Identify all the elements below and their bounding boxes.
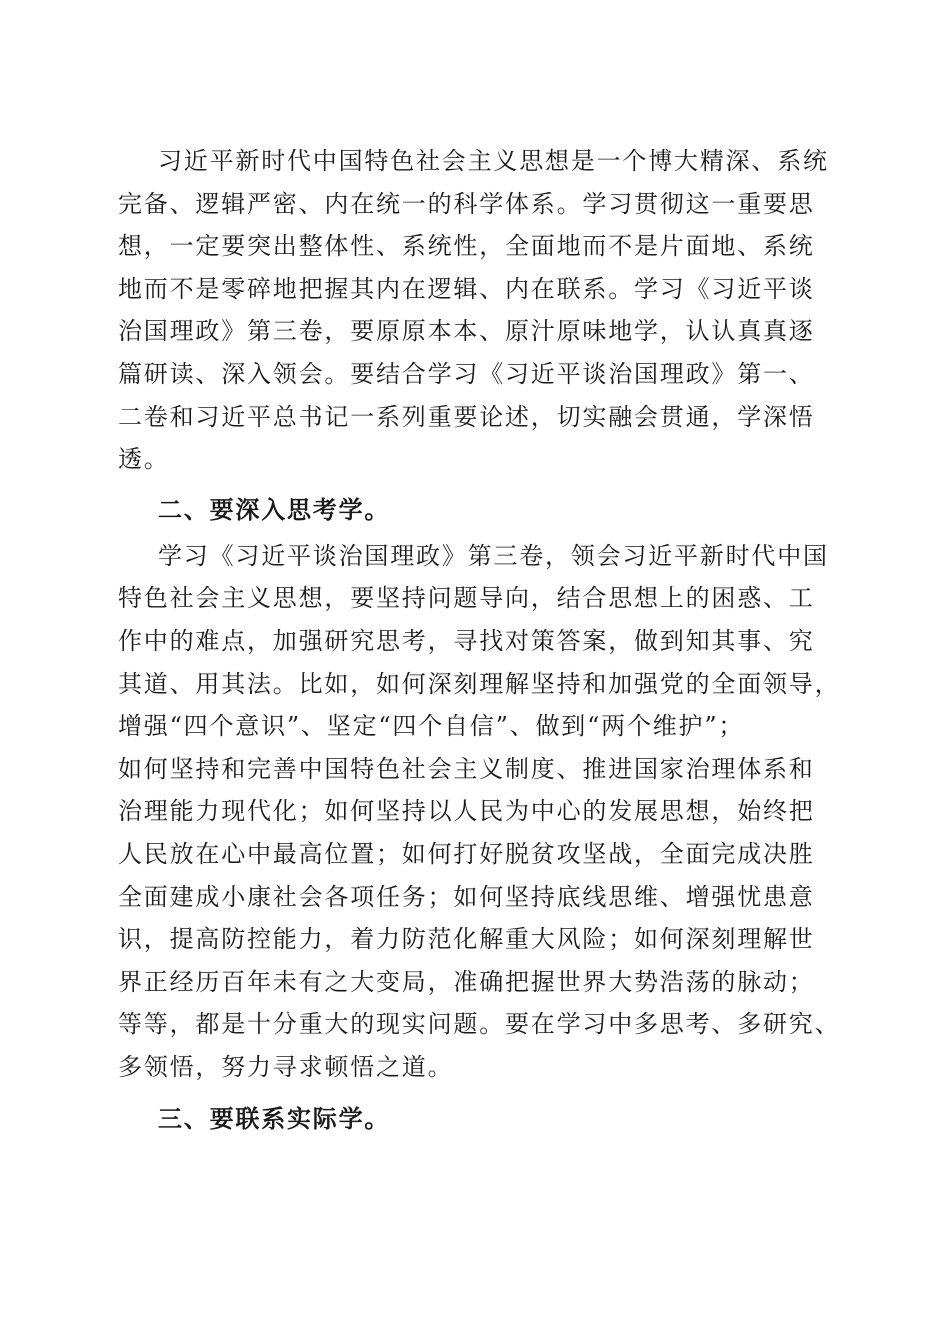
paragraph-line: 想，一定要突出整体性、系统性，全面地而不是片面地、系统 (118, 232, 815, 261)
paragraph-line: 作中的难点，加强研究思考，寻找对策答案，做到知其事、究 (118, 626, 815, 655)
paragraph-line: 界正经历百年未有之大变局，准确把握世界大势浩荡的脉动； (118, 967, 815, 996)
paragraph-line: 透。 (118, 445, 170, 474)
document-body (118, 140, 841, 1144)
section-heading-3: 三、要联系实际学。 (158, 1104, 391, 1134)
paragraph-line: 识，提高防控能力，着力防范化解重大风险；如何深刻理解世 (118, 925, 815, 954)
paragraph-line: 地而不是零碎地把握其内在逻辑、内在联系。学习《习近平谈 (118, 274, 815, 303)
paragraph-line: 如何坚持和完善中国特色社会主义制度、推进国家治理体系和 (118, 754, 815, 783)
paragraph-line: 其道、用其法。比如，如何深刻理解坚持和加强党的全面领导， (118, 669, 841, 698)
paragraph-line: 篇研读、深入领会。要结合学习《习近平谈治国理政》第一、 (118, 359, 815, 388)
paragraph-line: 二卷和习近平总书记一系列重要论述，切实融会贯通，学深悟 (118, 402, 815, 431)
paragraph-line: 增强“四个意识”、坚定“四个自信”、做到“两个维护”； (118, 712, 745, 741)
paragraph-line: 治理能力现代化；如何坚持以人民为中心的发展思想，始终把 (118, 797, 815, 826)
paragraph-line: 治国理政》第三卷，要原原本本、原汁原味地学，认认真真逐 (118, 317, 815, 346)
paragraph-line: 学习《习近平谈治国理政》第三卷，领会习近平新时代中国 (158, 541, 829, 570)
paragraph-line: 完备、逻辑严密、内在统一的科学体系。学习贯彻这一重要思 (118, 189, 815, 218)
paragraph-section-2 (118, 535, 841, 1089)
section-heading-2: 二、要深入思考学。 (158, 494, 391, 524)
paragraph-line: 多领悟，努力寻求顿悟之道。 (118, 1052, 454, 1081)
paragraph-line: 习近平新时代中国特色社会主义思想是一个博大精深、系统 (158, 147, 829, 175)
paragraph-line: 特色社会主义思想，要坚持问题导向，结合思想上的困惑、工 (118, 584, 815, 613)
paragraph-line: 人民放在心中最高位置；如何打好脱贫攻坚战，全面完成决胜 (118, 839, 815, 868)
paragraph-intro (118, 140, 838, 481)
paragraph-line: 全面建成小康社会各项任务；如何坚持底线思维、增强忧患意 (118, 882, 815, 911)
paragraph-line: 等等，都是十分重大的现实问题。要在学习中多思考、多研究、 (118, 1010, 841, 1039)
